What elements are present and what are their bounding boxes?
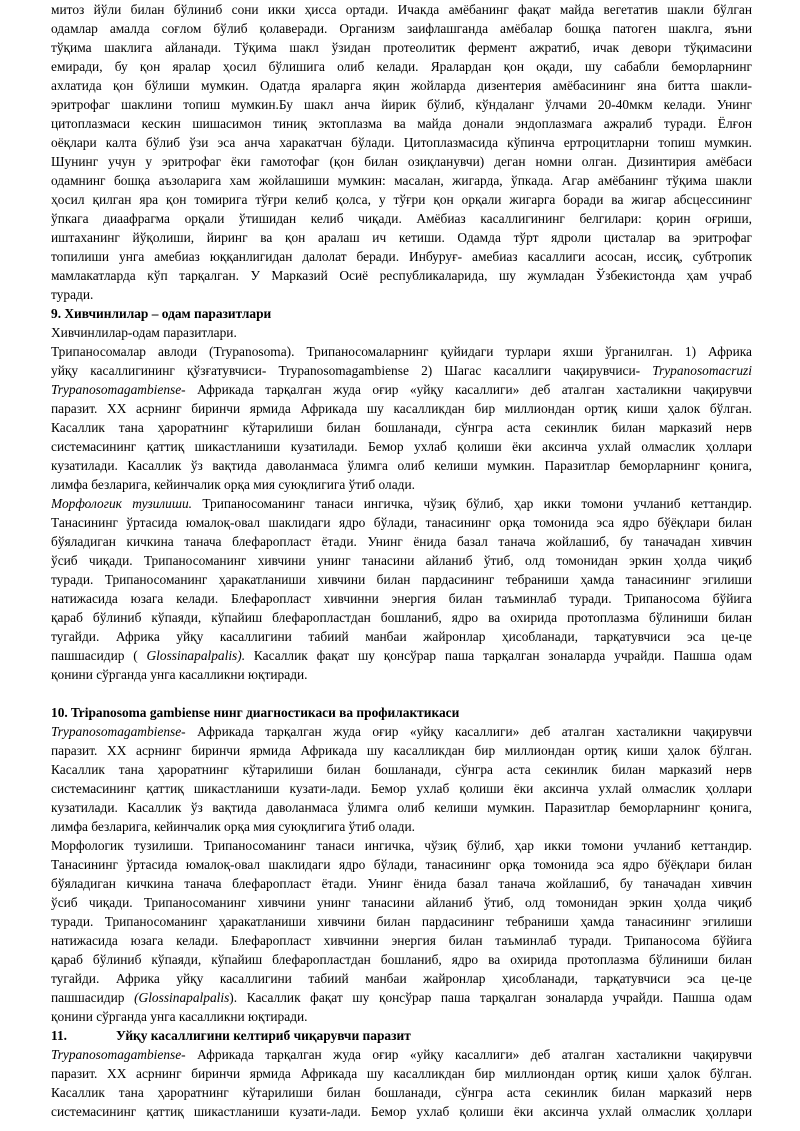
text-line: ўсиб чиқади. Трипаносоманинг хивчини унинг танасини айланиб ўтиб, олд томонидан эркин ҳолда чиқиб — [51, 553, 752, 568]
text-run: Африкада тарқалган жуда оғир «уйқу касаллиги» деб аталган хасталикни чақирувчи — [185, 1047, 752, 1062]
text-line: натижасида юзага келади. Блефаропласт хивчинни энергия билан таъминлаб туради. Трипаносома бўйига — [51, 933, 752, 948]
text-line: кузатилади. Касаллик ўз вақтида даволанмаса ўлимга олиб келиши мумкин. Паразитлар беморларнинг қонига, — [51, 800, 752, 815]
species-name: Trypanosomagambiense- — [51, 724, 186, 739]
text-line: емиради, бу қон яралар ҳосил бўлишига олиб келади. Яралардан қон оқади, шу сабабли беморларнинг — [51, 59, 752, 74]
text-line — [51, 646, 752, 665]
blank-line — [51, 684, 752, 703]
text-line: Морфологик тузилиши. Трипаносоманинг танаси ингичка, чўзиқ бўлиб, ҳар икки томони учланиб кеттандир. — [51, 838, 752, 853]
amoeba-paragraph — [51, 0, 752, 304]
species-name: Trypanosomacruzi — [652, 363, 752, 378]
section-heading-11 — [51, 1026, 752, 1045]
text-line: эритрофаг шаклини топиш мумкин.Бу шакл анча йирик бўлиб, кўндаланг ўлчами 20-40мкм келади. Унинг — [51, 97, 752, 112]
text-line: лимфа безларига, кейинчалик орқа мия суюқлигига ўтиб олади. — [51, 819, 415, 834]
text-line — [51, 361, 752, 380]
text-line — [51, 380, 752, 399]
text-line: қонини сўрганда унга касалликни юқтиради. — [51, 667, 308, 682]
text-line: тўқима шаклига айланади. Тўқима шакл ўзидан протеолитик фермент ажратиб, ичак девори тўқимасини — [51, 40, 752, 55]
text-line: Касаллик тана ҳароратнинг кўтарилиши билан бошланади, сўнгра аста секинлик билан марказий нерв — [51, 762, 752, 777]
text-line: бўяладиган кичкина танача блефаропласт ётади. Унинг ёнида базал танача жойлашиб, бу таначадан хивчин — [51, 876, 752, 891]
text-line: ҳосил қилган яра қон томирига тўғри келиб қолса, у тўғри қон орқали жигарга боради ва жигар абсцессининг — [51, 192, 752, 207]
text-line: туради. Трипаносоманинг ҳаракатланиши хивчини билан пардасининг тебраниши ҳамда танасининг эгилиши — [51, 572, 752, 587]
text-line: системасининг қаттиқ шикастланиши кузатилади. Бемор ухлаб қолиши ёки аксинча ухлай олмаслик ҳоллари — [51, 439, 752, 454]
text-run: Касаллик фақат шу қонсўрар паша тарқалган зоналарда учрайди. Пашша одам — [245, 648, 752, 663]
sleeping-sickness-paragraph — [51, 1045, 752, 1121]
species-name: Glossinapalpalis). — [146, 648, 246, 663]
species-name: (Glossinapalpalis — [134, 990, 230, 1005]
text-run: Африкада тарқалган жуда оғир «уйқу касаллиги» деб аталган хасталикни чақирувчи — [185, 382, 752, 397]
text-line: цитоплазмаси кескин шишасимон тиниқ эктоплазма ва майда донали эндоплазмага ажралиб туради. Ёлғон — [51, 116, 752, 131]
trypanosoma-paragraph — [51, 342, 752, 494]
text-line: бўяладиган кичкина танача блефаропласт ётади. Унинг ёнида базал танача жойлашиб, бу таначадан хивчин — [51, 534, 752, 549]
morphology-paragraph-2 — [51, 836, 752, 1026]
text-line: системасининг қаттиқ шикастланиши кузати-лади. Бемор ухлаб қолиши ёки аксинча ухлай олмаслик ҳоллари — [51, 781, 752, 796]
text-line: Шунинг учун у эритрофаг ёки гамотофаг (қон билан озиқланувчи) деган номни олган. Дизинтирия амёбаси — [51, 154, 752, 169]
section-heading-9: 9. Хивчинлилар – одам паразитлари — [51, 306, 272, 321]
text-run: Трипаносоманинг танаси ингичка, чўзиқ бўлиб, ҳар икки томони учланиб кеттандир. — [191, 496, 752, 511]
text-line: қараб бўлиниб кўпаяди, кўпайиш блефаропластдан бошланиб, ядро ва охирида протоплазма бўлиниши билан — [51, 610, 752, 625]
text-line: паразит. XX асрнинг биринчи ярмида Африкада шу касалликдан бир миллиондан ортиқ киши ҳалок бўлган. — [51, 743, 752, 758]
text-line: лимфа безларига, кейинчалик орқа мия суюқлигига ўтиб олади. — [51, 477, 415, 492]
diagnostics-paragraph — [51, 722, 752, 836]
text-line: одамлар амалда соғлом бўлиб қолаверади. Организм заифлашганда амёбалар бошқа патоген шаклга, яъни — [51, 21, 752, 36]
text-line: тугайди. Африка уйқу касаллигини табиий манбаи жайронлар ҳисобланади, тарқатувчиси эса це-це — [51, 629, 752, 644]
text-line: туради. Трипаносоманинг ҳаракатланиши хивчини билан пардасининг тебраниши ҳамда танасининг эгилиши — [51, 914, 752, 929]
text-line: митоз йўли билан бўлиниб сони икки ҳисса ортади. Ичакда амёбанинг фақат майда вегетатив шакли бўлган — [51, 2, 752, 17]
text-line: қараб бўлиниб кўпаяди, кўпайиш блефаропластдан бошланиб, ядро ва охирида протоплазма бўлиниши билан — [51, 952, 752, 967]
text-run: пашшасидир ( — [51, 648, 147, 663]
text-line: Танасининг ўртасида юмалоқ-овал шаклидаги ядро бўлади, танасининг орқа томонида эса ядро бўёқлари билан — [51, 857, 752, 872]
section-heading-10: 10. Tripanosoma gambiense нинг диагностикаси ва профилактикаси — [51, 705, 460, 720]
text-line: мамлакатларда кўп тарқалган. У Марказий Осиё республикаларида, шу жумладан Ўзбекистонда ҳам учраб — [51, 268, 752, 283]
text-run: пашшасидир — [51, 990, 135, 1005]
text-line: паразит. XX асрнинг биринчи ярмида Африкада шу касалликдан бир миллиондан ортиқ киши ҳалок бўлган. — [51, 1066, 752, 1081]
text-line: ахлатида қон бўлиши мумкин. Одатда яраларга яқин жойларда дизентерия амёбасининг яна битта шакли- — [51, 78, 752, 93]
text-run: ). Касаллик фақат шу қонсўрар паша тарқалган зоналарда учрайди. Пашша одам — [229, 990, 752, 1005]
text-line: натижасида юзага келади. Блефаропласт хивчинни энергия билан таъминлаб туради. Трипаносома бўйига — [51, 591, 752, 606]
section-number: 11. — [51, 1028, 67, 1043]
text-line: Танасининг ўртасида юмалоқ-овал шаклидаги ядро бўлади, танасининг орқа томонида эса ядро бўёқлари билан — [51, 515, 752, 530]
morphology-paragraph — [51, 494, 752, 684]
section-subtitle-9: Хивчинлилар-одам паразитлари. — [51, 325, 237, 340]
text-line — [51, 988, 752, 1007]
text-line: иштаханинг йўқолиши, йиринг ва қон аралаш ич кетиши. Одамда тўрт ядроли цисталар ва эритрофаг — [51, 230, 752, 245]
text-run: уйқу касаллигининг қўзғатувчиси- Trypanosomagambiense 2) Шагас касаллиги чақирувчиси- — [51, 363, 653, 378]
text-line: ўсиб чиқади. Трипаносоманинг хивчини унинг танасини айланиб ўтиб, олд томонидан эркин ҳолда чиқиб — [51, 895, 752, 910]
species-name: Trypanosomagambiense- — [51, 382, 186, 397]
text-line: кузатилади. Касаллик ўз вақтида даволанмаса ўлимга олиб келиши мумкин. Паразитлар беморларнинг қонига, — [51, 458, 752, 473]
text-line: оёқлари калта бўлиб ўзи эса анча харакатчан бўлади. Цитоплазмасида кўпинча ертроцитларни топиш мумкин. — [51, 135, 752, 150]
text-line — [51, 494, 752, 513]
text-line: Касаллик тана ҳароратнинг кўтарилиши билан бошланади, сўнгра аста секинлик билан марказий нерв — [51, 1085, 752, 1100]
text-line — [51, 722, 752, 741]
text-line: паразит. XX асрнинг биринчи ярмида Африкада шу касалликдан бир миллиондан ортиқ киши ҳалок бўлган. — [51, 401, 752, 416]
morphology-label: Морфологик тузилиши. — [51, 496, 192, 511]
text-run: Африкада тарқалган жуда оғир «уйқу касаллиги» деб аталган хасталикни чақирувчи — [185, 724, 752, 739]
text-line: Трипаносомалар авлоди (Trypanosoma). Трипаносомаларнинг қуйидаги турлари яхши ўрганилган. 1) Африка — [51, 344, 752, 359]
text-line: тугайди. Африка уйқу касаллигини табиий манбаи жайронлар ҳисобланади, тарқатувчиси эса це-це — [51, 971, 752, 986]
text-line — [51, 1045, 752, 1064]
text-line: ўпкага диаафрагма орқали ўтишидан келиб чиқади. Амёбиаз касаллигининг белгилари: қорин оғриши, — [51, 211, 752, 226]
text-line: системасининг қаттиқ шикастланиши кузати-лади. Бемор ухлаб қолиши ёки аксинча ухлай олмаслик ҳоллари — [51, 1104, 752, 1119]
species-name: Trypanosomagambiense- — [51, 1047, 186, 1062]
text-line: топилиши унга амебиаз юққанлигидан далолат беради. Инбуруғ- амебиаз касаллиги асосан, иссиқ, субтропик — [51, 249, 752, 264]
section-title: Уйқу касаллигини келтириб чиқарувчи паразит — [116, 1028, 411, 1043]
text-line: Касаллик тана ҳароратнинг кўтарилиши билан бошланади, сўнгра аста секинлик билан марказий нерв — [51, 420, 752, 435]
text-line: туради. — [51, 287, 94, 302]
text-line: одамнинг бошқа аъзоларига хам жойлашиши мумкин: масалан, жигарда, ўпкада. Агар амёбанинг тўқима шакли — [51, 173, 752, 188]
text-line: қонини сўрганда унга касалликни юқтиради. — [51, 1009, 308, 1024]
